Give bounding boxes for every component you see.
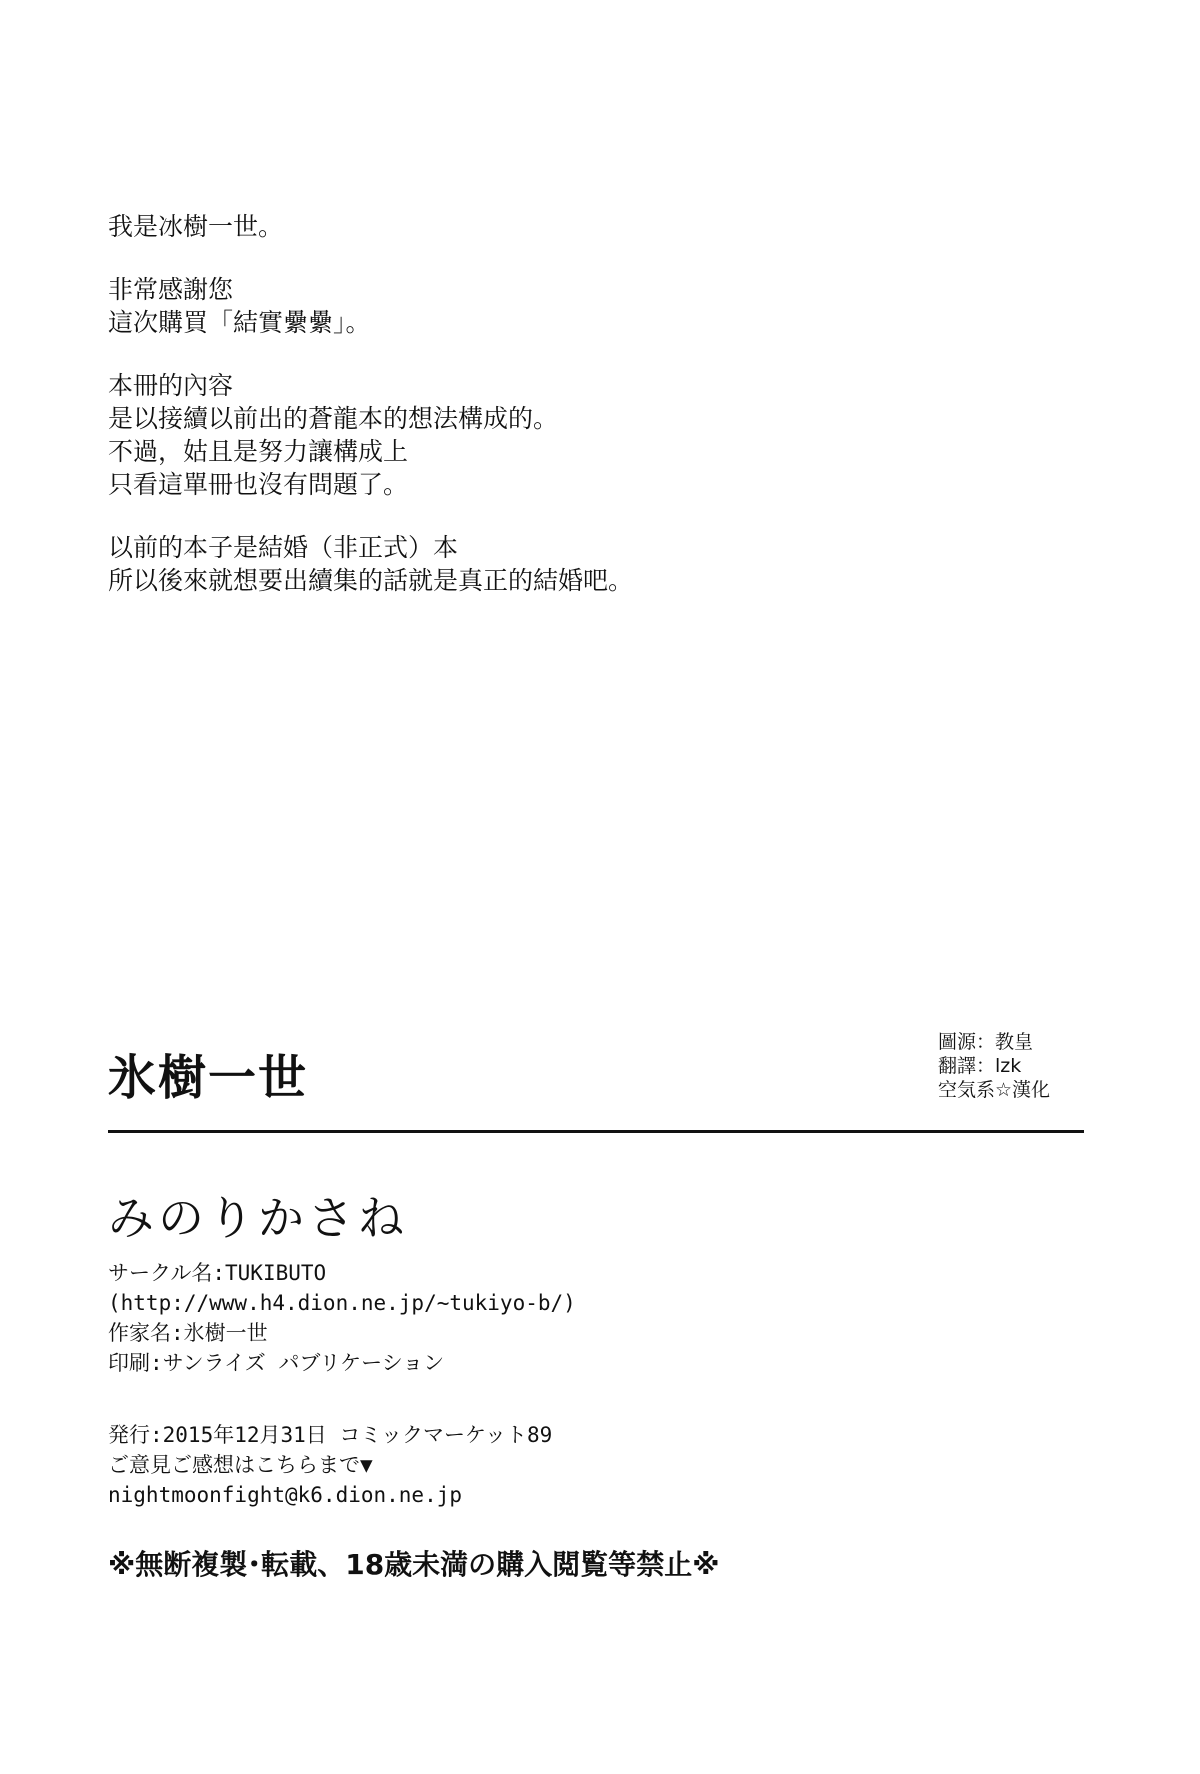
copyright-notice: ※無断複製･転載、18歳未満の購入閲覧等禁止※ (108, 1548, 720, 1581)
book-title: みのりかさね (108, 1191, 408, 1245)
author-name-heading: 氷樹一世 (108, 1050, 309, 1106)
translation-credits (938, 1030, 1050, 1102)
afterword-line: 非常感謝您 (108, 275, 234, 304)
credit-line: 圖源：教皇 (938, 1031, 1034, 1053)
colophon-circle-info (108, 1258, 1008, 1378)
afterword-paragraph (108, 210, 1008, 243)
credit-line: 空気系☆漢化 (938, 1079, 1051, 1101)
afterword-line: 這次購買「結實纍纍」。 (108, 308, 371, 337)
feedback-note: ご意見ご感想はこちらまで▼ (108, 1453, 373, 1477)
afterword-line: 我是冰樹一世。 (108, 212, 284, 241)
afterword-line: 只看這單冊也沒有問題了。 (108, 470, 409, 499)
afterword-paragraph (108, 273, 1008, 339)
afterword-paragraph (108, 531, 1008, 597)
afterword-line: 所以後來就想要出續集的話就是真正的結婚吧。 (108, 566, 634, 595)
contact-email: nightmoonfight@k6.dion.ne.jp (108, 1483, 463, 1507)
afterword-line: 不過，姑且是努力讓構成上 (108, 437, 409, 466)
colophon-publish-info (108, 1420, 1008, 1510)
afterword-line: 本冊的內容 (108, 371, 234, 400)
afterword-text (108, 210, 1008, 627)
afterword-line: 是以接續以前出的蒼龍本的想法構成的。 (108, 404, 559, 433)
author-name: 作家名:氷樹一世 (108, 1321, 268, 1345)
circle-name: サークル名:TUKIBUTO (108, 1261, 327, 1285)
credit-line: 翻譯：lzk (938, 1055, 1022, 1077)
divider-line (108, 1130, 1084, 1133)
printer-name: 印刷:サンライズ パブリケーション (108, 1351, 445, 1375)
afterword-paragraph (108, 369, 1008, 501)
circle-url: (http://www.h4.dion.ne.jp/~tukiyo-b/) (108, 1291, 576, 1315)
publish-date: 発行:2015年12月31日 コミックマーケット89 (108, 1423, 553, 1447)
afterword-line: 以前的本子是結婚（非正式）本 (108, 533, 459, 562)
